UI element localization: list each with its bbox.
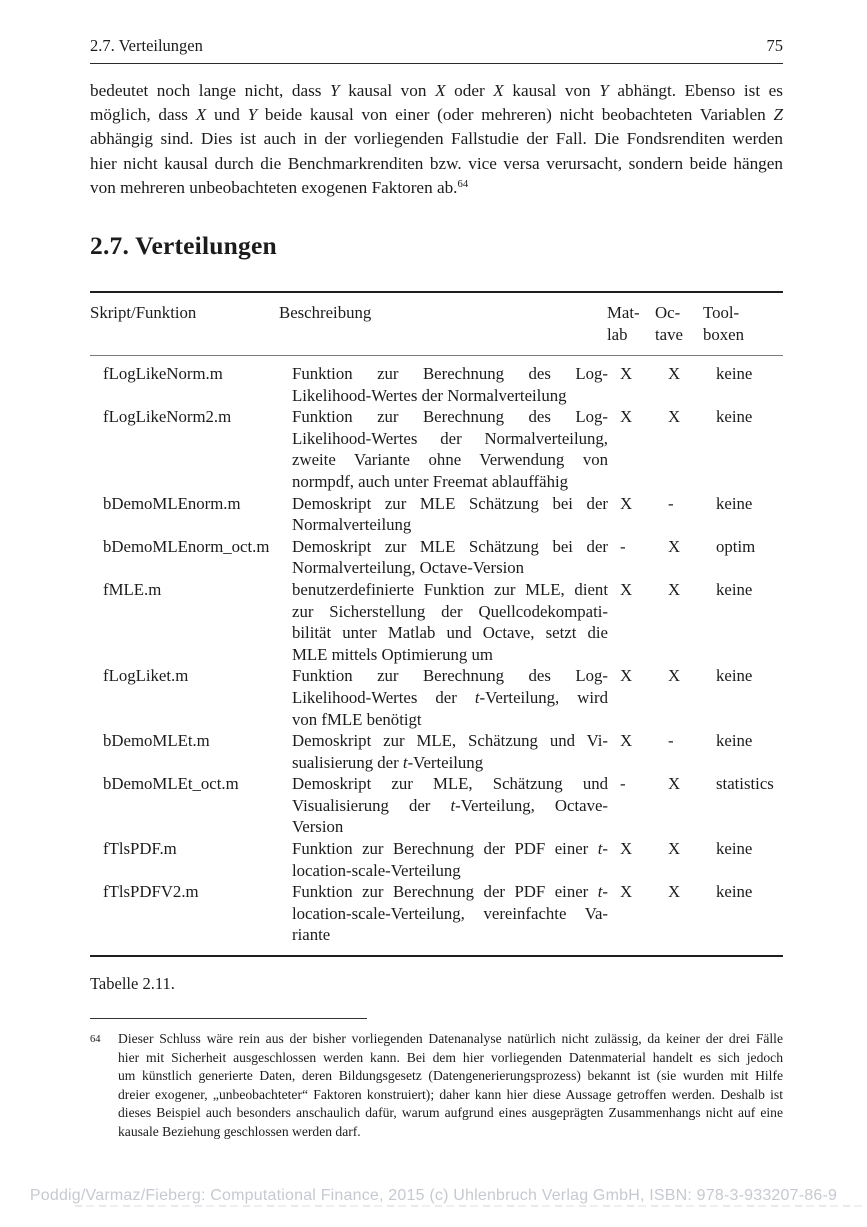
- description-cell: [292, 363, 620, 406]
- page-content: [90, 0, 783, 994]
- text-line: hier mit Sicherheit ausgeschlossen werden kann. Bei dem hier vorliegenden Datenmaterial handelt es sich jedoch: [118, 1049, 783, 1065]
- octave-cell: X: [668, 407, 681, 427]
- text-line: dreier exogener, „unbeobachteter“ Faktoren konstruiert); daher kann hier diese Aussage getroffen werden. Deshalb ist: [118, 1086, 783, 1102]
- text-line: location-scale-Verteilung, vereinfachte Va-: [292, 903, 608, 923]
- text-line: bedeutet noch lange nicht, dass Y kausal von X oder X kausal von Y abhängt. Ebenso ist es: [90, 81, 783, 100]
- footnote-text: [118, 1030, 783, 1142]
- text-line: Visualisierung der t-Verteilung, Octave-: [292, 795, 608, 815]
- description-cell: [292, 773, 620, 838]
- text-line: Funktion zur Berechnung des Log-: [292, 364, 608, 384]
- text-line: tave: [655, 324, 683, 344]
- text-line: benutzerdefinierte Funktion zur MLE, dient: [292, 579, 608, 599]
- script-name-cell: fLogLikeNorm2.m: [103, 407, 232, 427]
- script-table: [90, 291, 783, 994]
- text-line: MLE mittels Optimierung um: [292, 644, 493, 664]
- script-name-cell: bDemoMLEnorm_oct.m: [103, 536, 270, 556]
- table-row: [90, 579, 783, 665]
- text-line: Oc-: [655, 303, 681, 323]
- text-line: Tool-: [703, 303, 740, 323]
- publisher-watermark: Poddig/Varmaz/Fieberg: Computational Finance, 2015 (c) Uhlenbruch Verlag GmbH, ISBN: 978-3-933207-86-9: [29, 1187, 838, 1204]
- text-line: Demoskript zur MLE Schätzung bei der: [292, 493, 608, 513]
- script-name-cell: bDemoMLEt.m: [103, 731, 210, 751]
- text-line: Funktion zur Berechnung der PDF einer t-: [292, 882, 608, 902]
- toolbox-cell: keine: [716, 579, 753, 599]
- matlab-cell: X: [620, 407, 633, 427]
- page-number: 75: [766, 36, 783, 55]
- script-name-cell: fLogLiket.m: [103, 666, 189, 686]
- table-row: [90, 406, 783, 492]
- text-line: bilität unter Matlab und Octave, setzt die: [292, 623, 608, 643]
- text-line: boxen: [703, 324, 745, 344]
- scan-noise-line: [75, 1205, 867, 1207]
- text-line: möglich, dass X und Y beide kausal von einer (oder mehreren) nicht beobachteten Variablen Z: [90, 105, 783, 125]
- table-header-row: [90, 293, 783, 355]
- description-cell: [292, 730, 620, 773]
- text-line: Normalverteilung, Octave-Version: [292, 558, 525, 578]
- text-line: Normalverteilung: [292, 515, 412, 535]
- matlab-cell: X: [620, 579, 633, 599]
- octave-cell: -: [668, 731, 674, 751]
- column-header-matlab: [607, 302, 655, 345]
- toolbox-cell: statistics: [716, 774, 774, 794]
- description-cell: [292, 579, 620, 665]
- table-row: [90, 536, 783, 579]
- matlab-cell: X: [620, 839, 633, 859]
- script-name-cell: fTlsPDFV2.m: [103, 882, 199, 902]
- text-line: zur Sicherstellung der Quellcodekompati-: [292, 601, 608, 621]
- octave-cell: X: [668, 364, 681, 384]
- text-line: Likelihood-Wertes der Normalverteilung: [292, 385, 567, 405]
- running-head: [90, 36, 783, 64]
- script-name-cell: fLogLikeNorm.m: [103, 364, 223, 384]
- toolbox-cell: keine: [716, 731, 753, 751]
- text-line: Version: [292, 817, 344, 837]
- octave-cell: X: [668, 882, 681, 902]
- table-caption: Tabelle 2.11.: [90, 974, 175, 994]
- script-name-cell: fMLE.m: [103, 579, 162, 599]
- matlab-cell: -: [620, 774, 626, 794]
- text-line: Demoskript zur MLE, Schätzung und: [292, 774, 608, 794]
- matlab-cell: X: [620, 364, 633, 384]
- description-cell: [292, 493, 620, 536]
- text-line: Funktion zur Berechnung des Log-: [292, 666, 608, 686]
- description-cell: [292, 536, 620, 579]
- description-cell: [292, 838, 620, 881]
- text-line: Mat-: [607, 303, 640, 323]
- table-row: [90, 773, 783, 838]
- toolbox-cell: keine: [716, 364, 753, 384]
- matlab-cell: X: [620, 731, 633, 751]
- script-name-cell: bDemoMLEnorm.m: [103, 493, 241, 513]
- octave-cell: X: [668, 536, 681, 556]
- toolbox-cell: keine: [716, 666, 753, 686]
- octave-cell: X: [668, 774, 681, 794]
- table-row: [90, 730, 783, 773]
- text-line: Demoskript zur MLE Schätzung bei der: [292, 536, 608, 556]
- text-line: um künstlich generierte Daten, deren Bildungsgesetz (Datengenerierungsprozess) bekannt ist (sie wurden mit Hilfe: [118, 1068, 783, 1084]
- column-header-octave: [655, 302, 703, 345]
- matlab-cell: -: [620, 536, 626, 556]
- octave-cell: -: [668, 493, 674, 513]
- text-line: normpdf, auch unter Freemat ablauffähig: [292, 471, 569, 491]
- footnote: [90, 1018, 783, 1142]
- script-name-cell: fTlsPDF.m: [103, 839, 177, 859]
- table-row: [90, 363, 783, 406]
- footnote-separator: [90, 1018, 367, 1019]
- running-head-section: 2.7. Verteilungen: [90, 36, 203, 55]
- text-line: Skript/Funktion: [90, 303, 197, 323]
- text-line: kausale Beziehung geschlossen werden darf.: [118, 1123, 361, 1139]
- text-line: von mehreren unbeobachteten exogenen Faktoren ab.$^{64}$: [90, 177, 469, 197]
- text-line: abhängig sind. Dies ist auch in der vorliegenden Fallstudie der Fall. Die Fondsrenditen werden: [90, 129, 783, 149]
- text-line: Likelihood-Wertes der Normalverteilung,: [292, 428, 608, 448]
- matlab-cell: X: [620, 666, 633, 686]
- octave-cell: X: [668, 666, 681, 686]
- toolbox-cell: optim: [716, 536, 756, 556]
- octave-cell: X: [668, 839, 681, 859]
- column-header-description: [279, 302, 607, 345]
- table-row: [90, 881, 783, 946]
- column-header-script: [90, 302, 279, 345]
- table-row: [90, 838, 783, 881]
- matlab-cell: X: [620, 882, 633, 902]
- section-heading: 2.7. Verteilungen: [90, 231, 277, 261]
- description-cell: [292, 665, 620, 730]
- toolbox-cell: keine: [716, 882, 753, 902]
- table-bottom-rule: [90, 955, 783, 957]
- text-line: riante: [292, 925, 331, 945]
- description-cell: [292, 406, 620, 492]
- table-body: [90, 356, 783, 955]
- column-header-toolboxes: [703, 302, 769, 345]
- text-line: sualisierung der t-Verteilung: [292, 752, 484, 772]
- text-line: hier nicht kausal durch die Benchmarkrenditen bzw. vice versa verursacht, sondern beide hängen: [90, 153, 783, 173]
- intro-paragraph: [90, 79, 783, 200]
- text-line: location-scale-Verteilung: [292, 860, 461, 880]
- table-row: [90, 665, 783, 730]
- table-row: [90, 493, 783, 536]
- text-line: Likelihood-Wertes der t-Verteilung, wird: [292, 687, 608, 707]
- toolbox-cell: keine: [716, 493, 753, 513]
- text-line: zweite Variante ohne Verwendung von: [292, 450, 608, 470]
- octave-cell: X: [668, 579, 681, 599]
- matlab-cell: X: [620, 493, 633, 513]
- text-line: Funktion zur Berechnung des Log-: [292, 407, 608, 427]
- text-line: von fMLE benötigt: [292, 709, 422, 729]
- text-line: Dieser Schluss wäre rein aus der bisher vorliegenden Datenanalyse natürlich nicht zulässig, da keiner der drei Fälle: [118, 1031, 783, 1046]
- text-line: Beschreibung: [279, 303, 372, 323]
- text-line: Funktion zur Berechnung der PDF einer t-: [292, 839, 608, 859]
- toolbox-cell: keine: [716, 407, 753, 427]
- text-line: dieses Beispiel auch besonders anschaulich dafür, warum aufgrund eines ausgeprägten Zusammenhangs nicht auf eine: [118, 1105, 783, 1121]
- footnote-marker: 64: [90, 1034, 101, 1045]
- text-line: Demoskript zur MLE, Schätzung und Vi-: [292, 731, 608, 751]
- description-cell: [292, 881, 620, 946]
- toolbox-cell: keine: [716, 839, 753, 859]
- script-name-cell: bDemoMLEt_oct.m: [103, 774, 239, 794]
- text-line: lab: [607, 324, 628, 344]
